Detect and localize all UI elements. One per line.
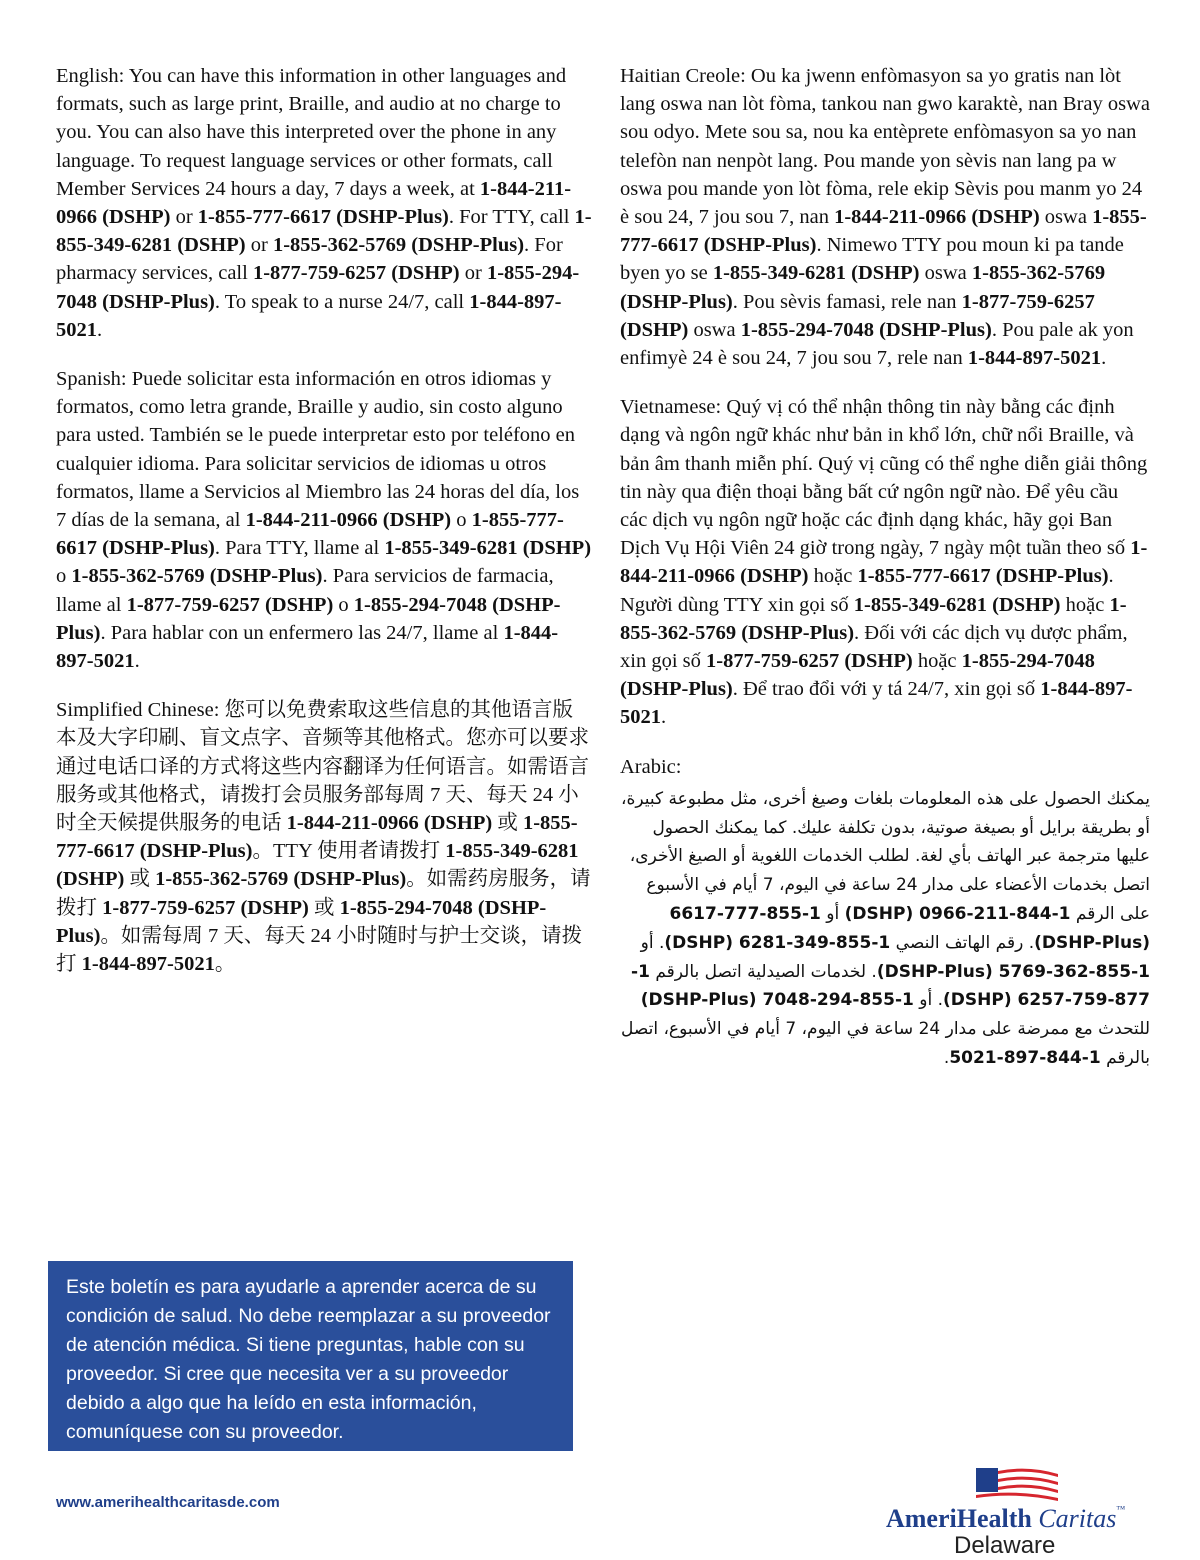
english-notice: English: You can have this information in other languages and formats, such as large print, Braille, and audio at no charge to you. You can also have this interpreted over the phone in any language. To request language services or other formats, call Member Services 24 hours a day, 7 days a week, at 1-844-211-0966 (DSHP) or 1-855-777-6617 (DSHP-Plus). For TTY, call 1-855-349-6281 (DSHP) or 1-855-362-5769 (DSHP-Plus). For pharmacy services, call 1-877-759-6257 (DSHP) or 1-855-294-7048 (DSHP-Plus). To speak to a nurse 24/7, call 1-844-897-5021. xyxy=(56,65,592,341)
logo-region: Delaware xyxy=(954,1532,1056,1559)
disclaimer-text: Este boletín es para ayudarle a aprender acerca de su condición de salud. No debe reemplazar a su proveedor de atención médica. Si tiene preguntas, hable con su proveedor. Si cree que necesita ver a su proveedor debido a algo que ha leído en esta información, comuníquese con su proveedor. xyxy=(66,1276,551,1443)
logo-brand-primary: AmeriHealth xyxy=(886,1504,1032,1533)
right-column xyxy=(620,62,1150,1073)
flag-icon xyxy=(976,1468,1060,1504)
arabic-label: Arabic: xyxy=(620,755,682,778)
logo-brand-secondary: Caritas xyxy=(1038,1504,1117,1533)
haitian-creole-notice: Haitian Creole: Ou ka jwenn enfòmasyon sa yo gratis nan lòt lang oswa nan lòt fòma, tankou nan gwo karaktè, nan Bray oswa sou odyo. Mete sou sa, nou ka entèprete enfòmasyon sa yo nan telefòn nan nenpòt lang. Pou mande yon sèvis nan lang pa w oswa pou mande yon lòt fòma, rele ekip Sèvis pou manm yo 24 è sou 24, 7 jou sou 7, nan 1-844-211-0966 (DSHP) oswa 1-855-777-6617 (DSHP-Plus). Nimewo TTY pou moun ki pa tande byen yo se 1-855-349-6281 (DSHP) oswa 1-855-362-5769 (DSHP-Plus). Pou sèvis famasi, rele nan 1-877-759-6257 (DSHP) oswa 1-855-294-7048 (DSHP-Plus). Pou pale ak yon enfimyè 24 è sou 24, 7 jou sou 7, rele nan 1-844-897-5021. xyxy=(620,65,1151,370)
arabic-notice: يمكنك الحصول على هذه المعلومات بلغات وصيغ أخرى، مثل مطبوعة كبيرة، أو بطريقة برايل أو بصيغة صوتية، بدون تكلفة عليك. كما يمكنك الحصول عليها مترجمة عبر الهاتف بأي لغة. لطلب الخدمات اللغوية أو الصيغ الأخرى، اتصل بخدمات الأعضاء على مدار 24 ساعة في اليوم، 7 أيام في الأسبوع على الرقم 1-844-211-0966 (DSHP) أو 1-855-777-6617 (DSHP-Plus). رقم الهاتف النصي 1-855-349-6281 (DSHP). أو 1-855-362-5769 (DSHP-Plus). لخدمات الصيدلية اتصل بالرقم 1-877-759-6257 (DSHP). أو 1-855-294-7048 (DSHP-Plus) للتحدث مع ممرضة على مدار 24 ساعة في اليوم، 7 أيام في الأسبوع، اتصل بالرقم 1-844-897-5021. xyxy=(620,788,1150,1069)
logo-trademark: ™ xyxy=(1116,1504,1126,1514)
amerihealth-caritas-logo xyxy=(880,1468,1150,1559)
website-link[interactable]: www.amerihealthcaritasde.com xyxy=(56,1494,280,1511)
left-column xyxy=(56,62,592,999)
disclaimer-box xyxy=(48,1261,573,1451)
spanish-notice: Spanish: Puede solicitar esta información en otros idiomas y formatos, como letra grande, Braille y audio, sin costo alguno para usted. También se le puede interpretar esto por teléfono en cualquier idioma. Para solicitar servicios de idiomas u otros formatos, llame a Servicios al Miembro las 24 horas del día, los 7 días de la semana, al 1-844-211-0966 (DSHP) o 1-855-777-6617 (DSHP-Plus). Para TTY, llame al 1-855-349-6281 (DSHP) o 1-855-362-5769 (DSHP-Plus). Para servicios de farmacia, llame al 1-877-759-6257 (DSHP) o 1-855-294-7048 (DSHP-Plus). Para hablar con un enfermero las 24/7, llame al 1-844-897-5021. xyxy=(56,368,592,673)
logo-wordmark xyxy=(886,1504,1125,1534)
chinese-notice: Simplified Chinese: 您可以免费索取这些信息的其他语言版本及大字印刷、盲文点字、音频等其他格式。您亦可以要求通过电话口译的方式将这些内容翻译为任何语言。如需语言服务或其他格式，请拨打会员服务部每周 7 天、每天 24 小时全天候提供服务的电话 1-844-211-0966 (DSHP) 或 1-855-777-6617 (DSHP-Plus)。TTY 使用者请拨打 1-855-349-6281 (DSHP) 或 1-855-362-5769 (DSHP-Plus)。如需药房服务，请拨打 1-877-759-6257 (DSHP) 或 1-855-294-7048 (DSHP-Plus)。如需每周 7 天、每天 24 小时随时与护士交谈，请拨打 1-844-897-5021。 xyxy=(56,699,591,976)
vietnamese-notice: Vietnamese: Quý vị có thể nhận thông tin này bằng các định dạng và ngôn ngữ khác như bản in khổ lớn, chữ nổi Braille, và bản âm thanh miễn phí. Quý vị cũng có thể nghe diễn giải thông tin này qua điện thoại bằng bất cứ ngôn ngữ nào. Để yêu cầu các dịch vụ ngôn ngữ hoặc các định dạng khác, hãy gọi Ban Dịch Vụ Hội Viên 24 giờ trong ngày, 7 ngày một tuần theo số 1-844-211-0966 (DSHP) hoặc 1-855-777-6617 (DSHP-Plus). Người dùng TTY xin gọi số 1-855-349-6281 (DSHP) hoặc 1-855-362-5769 (DSHP-Plus). Đối với các dịch vụ dược phẩm, xin gọi số 1-877-759-6257 (DSHP) hoặc 1-855-294-7048 (DSHP-Plus). Để trao đổi với y tá 24/7, xin gọi số 1-844-897-5021. xyxy=(620,396,1148,729)
